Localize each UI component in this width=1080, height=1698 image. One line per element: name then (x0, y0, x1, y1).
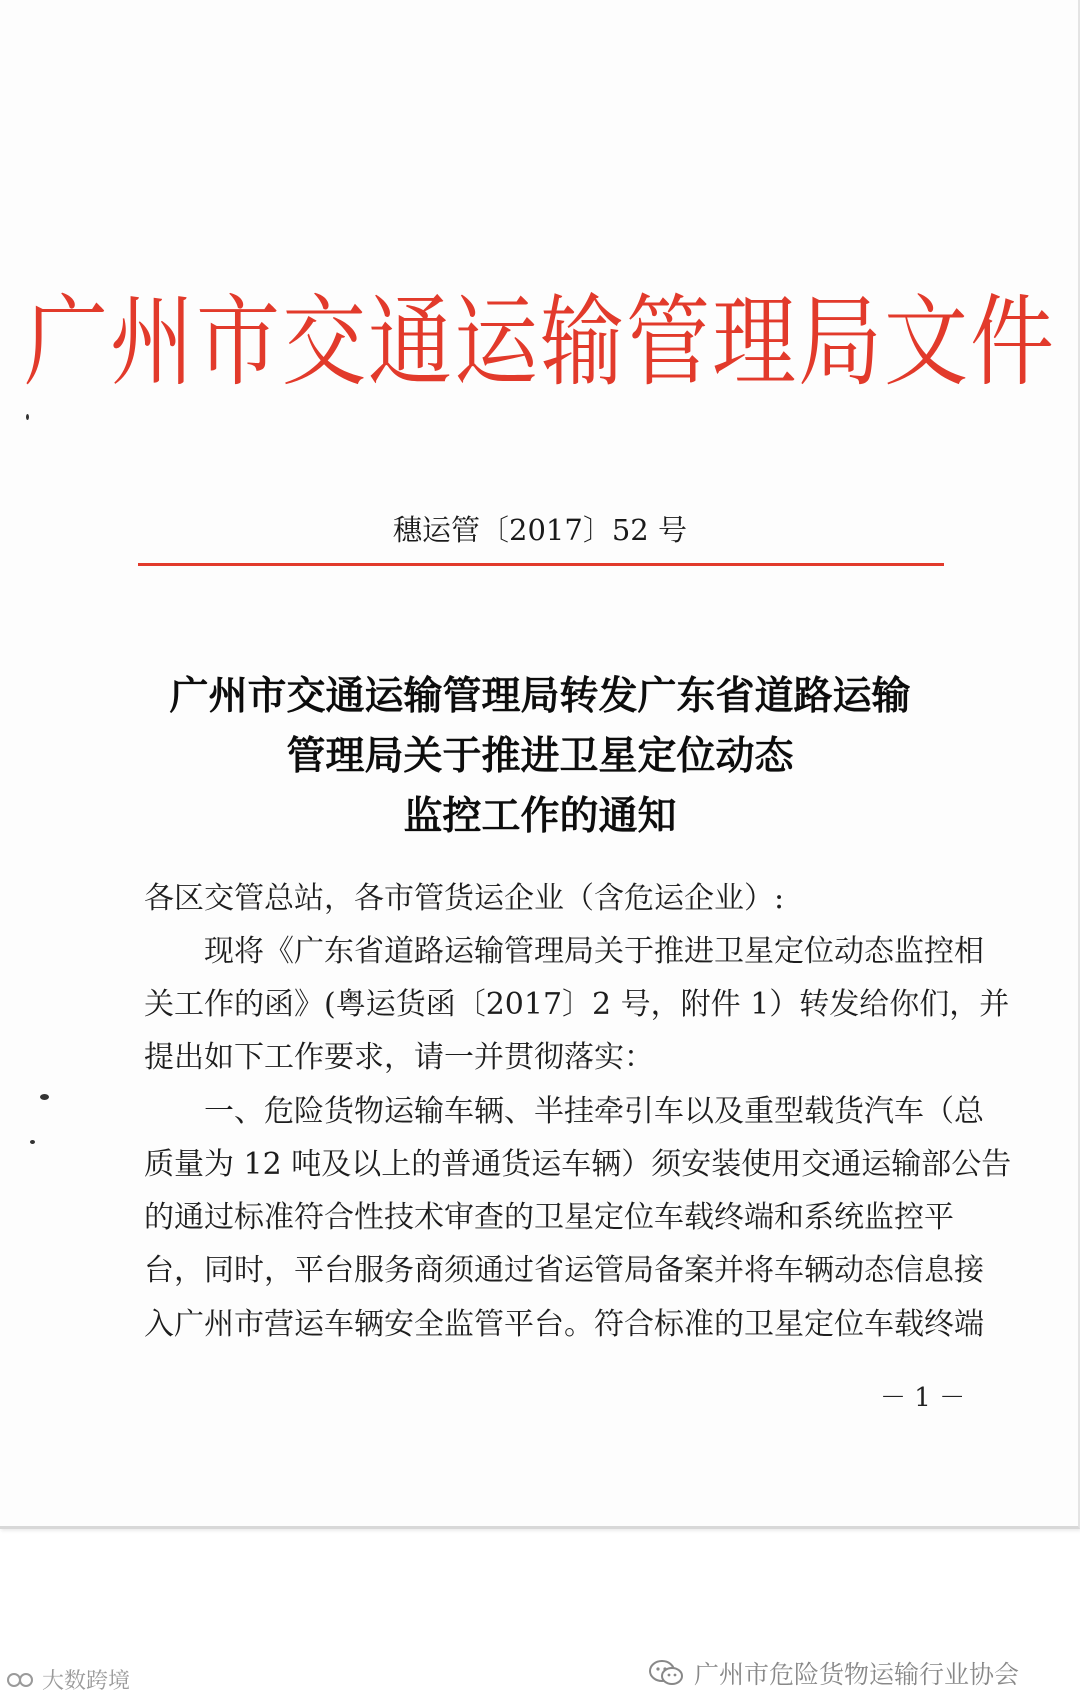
notice-title-line: 广州市交通运输管理局转发广东省道路运输 (169, 673, 911, 719)
body-line: 台，同时，平台服务商须通过省运管局备案并将车辆动态信息接 (144, 1253, 984, 1288)
body-line: 入广州市营运车辆安全监管平台。符合标准的卫星定位车载终端 (144, 1307, 984, 1342)
issuer-header-title: 广州市交通运输管理局文件 (23, 283, 1056, 400)
scan-speck (26, 414, 29, 420)
watermark-text: 大数跨境 (42, 1669, 131, 1694)
body-line: 提出如下工作要求，请一并贯彻落实： (144, 1040, 654, 1075)
scan-speck (30, 1140, 35, 1144)
notice-title-line: 监控工作的通知 (403, 793, 677, 839)
body-line: 的通过标准符合性技术审查的卫星定位车载终端和系统监控平 (144, 1200, 954, 1235)
logo-icon (6, 1669, 36, 1691)
wechat-icon (648, 1658, 684, 1688)
page-number: － 1 － (880, 1383, 966, 1413)
red-divider-line (138, 563, 944, 566)
notice-title-line: 管理局关于推进卫星定位动态 (286, 733, 794, 779)
document-number: 穗运管〔2017〕52 号 (393, 513, 687, 547)
account-name: 广州市危险货物运输行业协会 (694, 1660, 1020, 1689)
body-line: 一、危险货物运输车辆、半挂牵引车以及重型载货汽车（总 (144, 1094, 984, 1129)
body-line: 现将《广东省道路运输管理局关于推进卫星定位动态监控相 (144, 934, 984, 969)
body-line: 质量为 12 吨及以上的普通货运车辆）须安装使用交通运输部公告 (144, 1147, 1012, 1182)
body-line-salutation: 各区交管总站，各市管货运企业（含危运企业）: (144, 881, 785, 916)
body-line: 关工作的函》(粤运货函〔2017〕2 号，附件 1）转发给你们，并 (144, 987, 1010, 1022)
footer-account (648, 1655, 1019, 1691)
notice-title (0, 666, 1080, 846)
footer-watermark-left (6, 1664, 130, 1695)
scan-speck (40, 1094, 49, 1100)
